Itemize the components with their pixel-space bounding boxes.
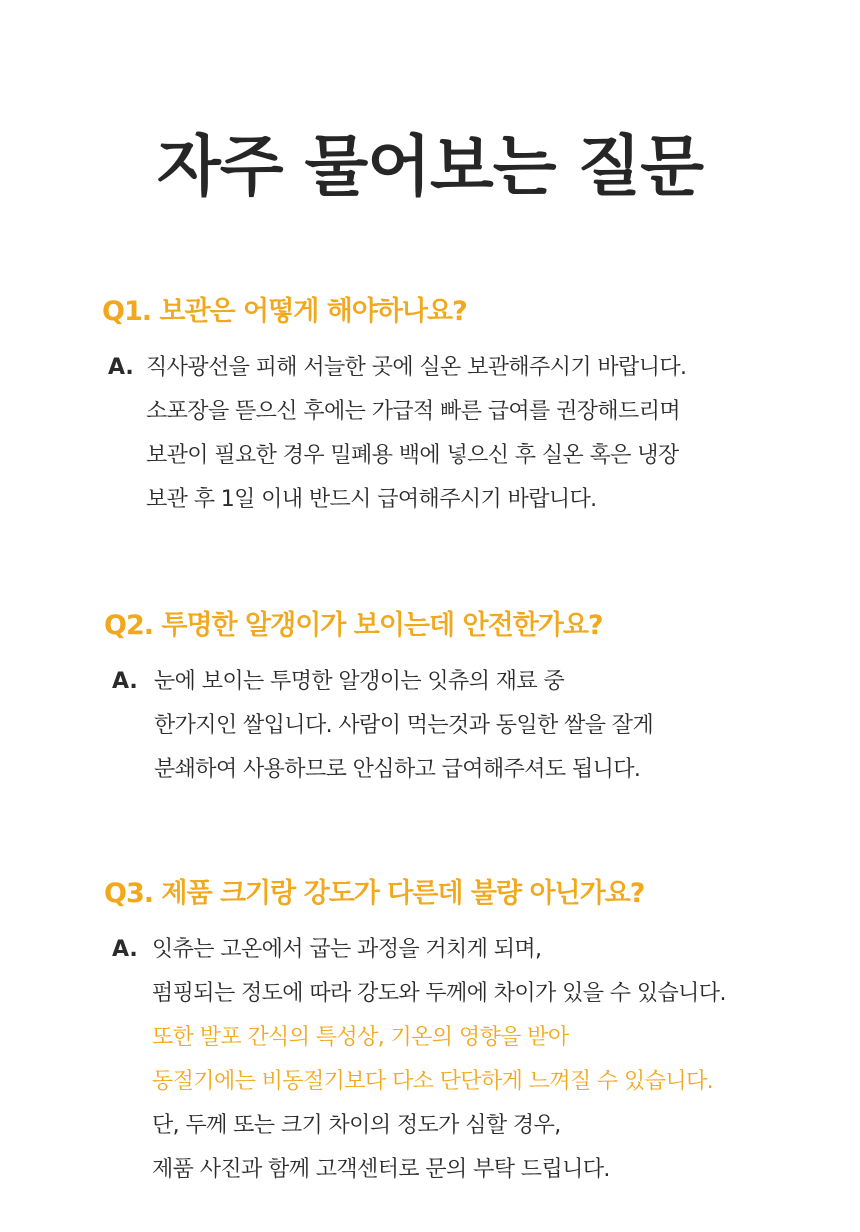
faq-question: Q3. 제품 크기랑 강도가 다른데 불량 아닌가요? xyxy=(104,878,645,909)
faq-item-3 xyxy=(0,874,860,1182)
faq-question: Q2. 투명한 알갱이가 보이는데 안전한가요? xyxy=(104,610,603,641)
answer-lines xyxy=(152,928,726,1192)
answer-line: 제품 사진과 함께 고객센터로 문의 부탁 드립니다. xyxy=(152,1157,610,1182)
answer-line: 분쇄하여 사용하므로 안심하고 급여해주셔도 됩니다. xyxy=(154,757,641,782)
faq-item-1 xyxy=(0,292,860,512)
page-title: 자주 물어보는 질문 xyxy=(156,128,703,205)
answer-line: 단, 두께 또는 크기 차이의 정도가 심할 경우, xyxy=(152,1113,561,1138)
answer-line: 잇츄는 고온에서 굽는 과정을 거치게 되며, xyxy=(152,937,542,962)
answer-lines xyxy=(146,346,686,522)
answer-line: 직사광선을 피해 서늘한 곳에 실온 보관해주시기 바랍니다. xyxy=(146,355,687,380)
answer-lines xyxy=(154,660,653,792)
answer-line: 펌핑되는 정도에 따라 강도와 두께에 차이가 있을 수 있습니다. xyxy=(152,981,726,1006)
answer-line-highlight: 또한 발포 간식의 특성상, 기온의 영향을 받아 xyxy=(152,1025,569,1050)
answer-line: 소포장을 뜯으신 후에는 가급적 빠른 급여를 권장해드리며 xyxy=(146,399,681,424)
faq-question: Q1. 보관은 어떻게 해야하나요? xyxy=(102,296,467,327)
faq-item-2 xyxy=(0,606,860,782)
answer-marker: A. xyxy=(108,355,134,380)
answer-marker: A. xyxy=(112,669,138,694)
answer-line: 보관 후 1일 이내 반드시 급여해주시기 바랍니다. xyxy=(146,487,597,512)
answer-marker: A. xyxy=(112,937,138,962)
answer-line: 보관이 필요한 경우 밀폐용 백에 넣으신 후 실온 혹은 냉장 xyxy=(146,443,679,468)
answer-line-highlight: 동절기에는 비동절기보다 다소 단단하게 느껴질 수 있습니다. xyxy=(152,1069,714,1094)
answer-line: 눈에 보이는 투명한 알갱이는 잇츄의 재료 중 xyxy=(154,669,565,694)
answer-line: 한가지인 쌀입니다. 사람이 먹는것과 동일한 쌀을 잘게 xyxy=(154,713,654,738)
